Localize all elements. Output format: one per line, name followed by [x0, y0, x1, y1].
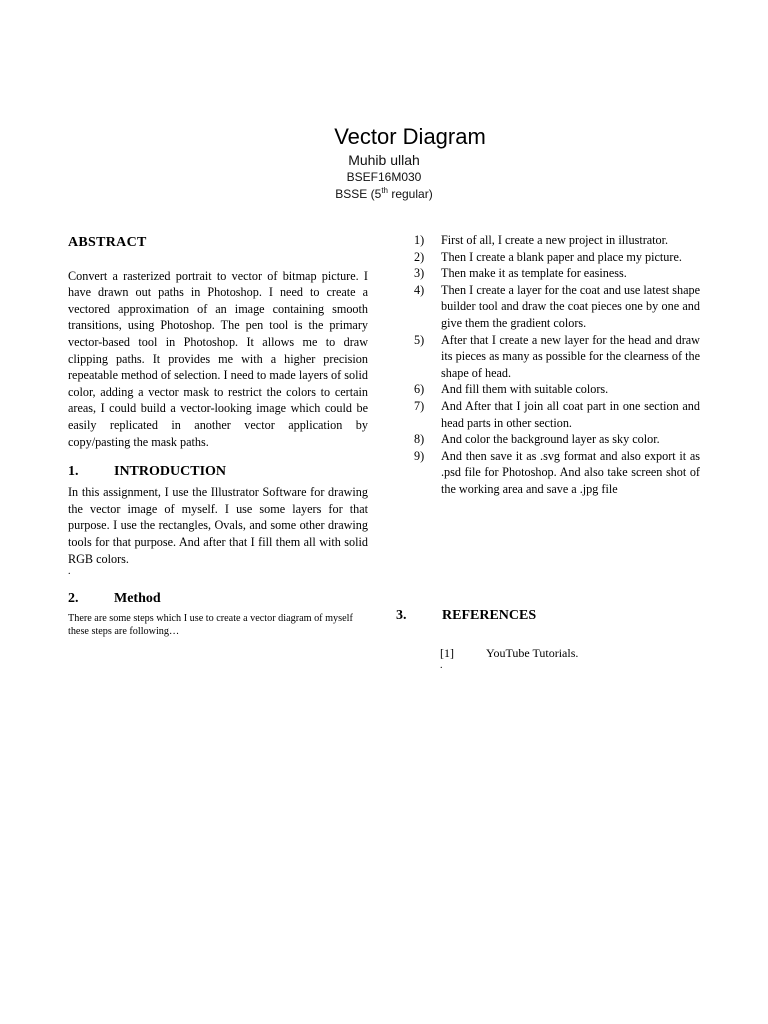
- right-column: [414, 232, 700, 498]
- list-item-text: And After that I join all coat part in one section and head parts in other section.: [441, 398, 700, 430]
- list-item-text: And color the background layer as sky color.: [441, 432, 660, 447]
- list-item: [414, 249, 700, 266]
- steps-list: [414, 232, 700, 498]
- reference-number: [1]: [440, 646, 454, 660]
- introduction-trailing-dot: .: [68, 566, 71, 578]
- list-item-text: And fill them with suitable colors.: [441, 382, 609, 397]
- list-item: [414, 265, 700, 282]
- list-item-number: 6): [414, 382, 425, 397]
- method-text: There are some steps which I use to create a vector diagram of myself these steps are following…: [68, 613, 353, 638]
- list-item-number: 9): [414, 448, 425, 463]
- introduction-number: 1.: [68, 464, 79, 480]
- author-name: Muhib ullah: [348, 152, 420, 168]
- list-item-text: After that I create a new layer for the head and draw its pieces as many as possible for the clearness of the shape of head.: [441, 332, 700, 380]
- list-item-number: 4): [414, 282, 425, 297]
- program-line: [0, 186, 768, 201]
- list-item: [414, 232, 700, 249]
- method-title: Method: [114, 591, 161, 607]
- references-title: REFERENCES: [442, 608, 537, 623]
- introduction-title: INTRODUCTION: [114, 464, 227, 480]
- paper-title: Vector Diagram: [334, 124, 486, 149]
- references-section: [396, 608, 696, 672]
- list-item-text: Then I create a layer for the coat and use latest shape builder tool and draw the coat pieces one by one and give them the gradient colors.: [441, 282, 700, 330]
- list-item: [414, 381, 700, 398]
- list-item-text: Then make it as template for easiness.: [441, 266, 627, 281]
- program-suffix: regular): [388, 187, 433, 201]
- list-item-number: 3): [414, 266, 425, 281]
- list-item-number: 7): [414, 398, 425, 413]
- list-item-text: Then I create a blank paper and place my picture.: [441, 249, 682, 264]
- list-item-number: 1): [414, 233, 425, 247]
- list-item: [414, 332, 700, 382]
- references-number: 3.: [396, 608, 407, 623]
- abstract-text: Convert a rasterized portrait to vector of bitmap picture. I have drawn out paths in Photoshop. I need to create a vectored approximation of an image containing smooth transitions, using Photoshop. The pen tool is the primary vector-based tool in Photoshop. It allows me to draw clipping paths. It provides me with a higher precision repeatable method of selection. I need to made layers of solid color, adding a vector mask to restrict the colors to certain areas, I could build a vector-looking image which could be easily replicated in another vector application by copy/pasting the mask paths.: [68, 268, 368, 449]
- references-trailing-dot: .: [440, 659, 443, 671]
- list-item-number: 2): [414, 249, 425, 264]
- references-heading: [396, 608, 696, 625]
- program-prefix: BSSE (5: [335, 187, 382, 201]
- list-item-text: And then save it as .svg format and also export it as .psd file for Photoshop. And also take screen shot of the working area and save a .jpg file: [441, 448, 700, 496]
- introduction-text: In this assignment, I use the Illustrator Software for drawing the vector image of myself. I use some layers for that purpose. I use the rectangles, Ovals, and some other drawing tools for that purpose. And after that I fill them all with solid RGB colors.: [68, 485, 368, 566]
- method-number: 2.: [68, 591, 79, 607]
- list-item-number: 8): [414, 432, 425, 447]
- list-item: [414, 448, 700, 498]
- list-item-text: First of all, I create a new project in illustrator.: [441, 233, 669, 247]
- program-superscript: th: [381, 186, 388, 195]
- introduction-heading: [68, 464, 368, 481]
- method-heading: [68, 591, 368, 608]
- list-item: [414, 282, 700, 332]
- reference-text: YouTube Tutorials.: [486, 646, 579, 660]
- list-item: [414, 398, 700, 431]
- list-item: [414, 431, 700, 448]
- registration-number: BSEF16M030: [346, 170, 422, 184]
- list-item-number: 5): [414, 332, 425, 347]
- abstract-heading: ABSTRACT: [68, 235, 147, 250]
- left-column: [68, 232, 368, 648]
